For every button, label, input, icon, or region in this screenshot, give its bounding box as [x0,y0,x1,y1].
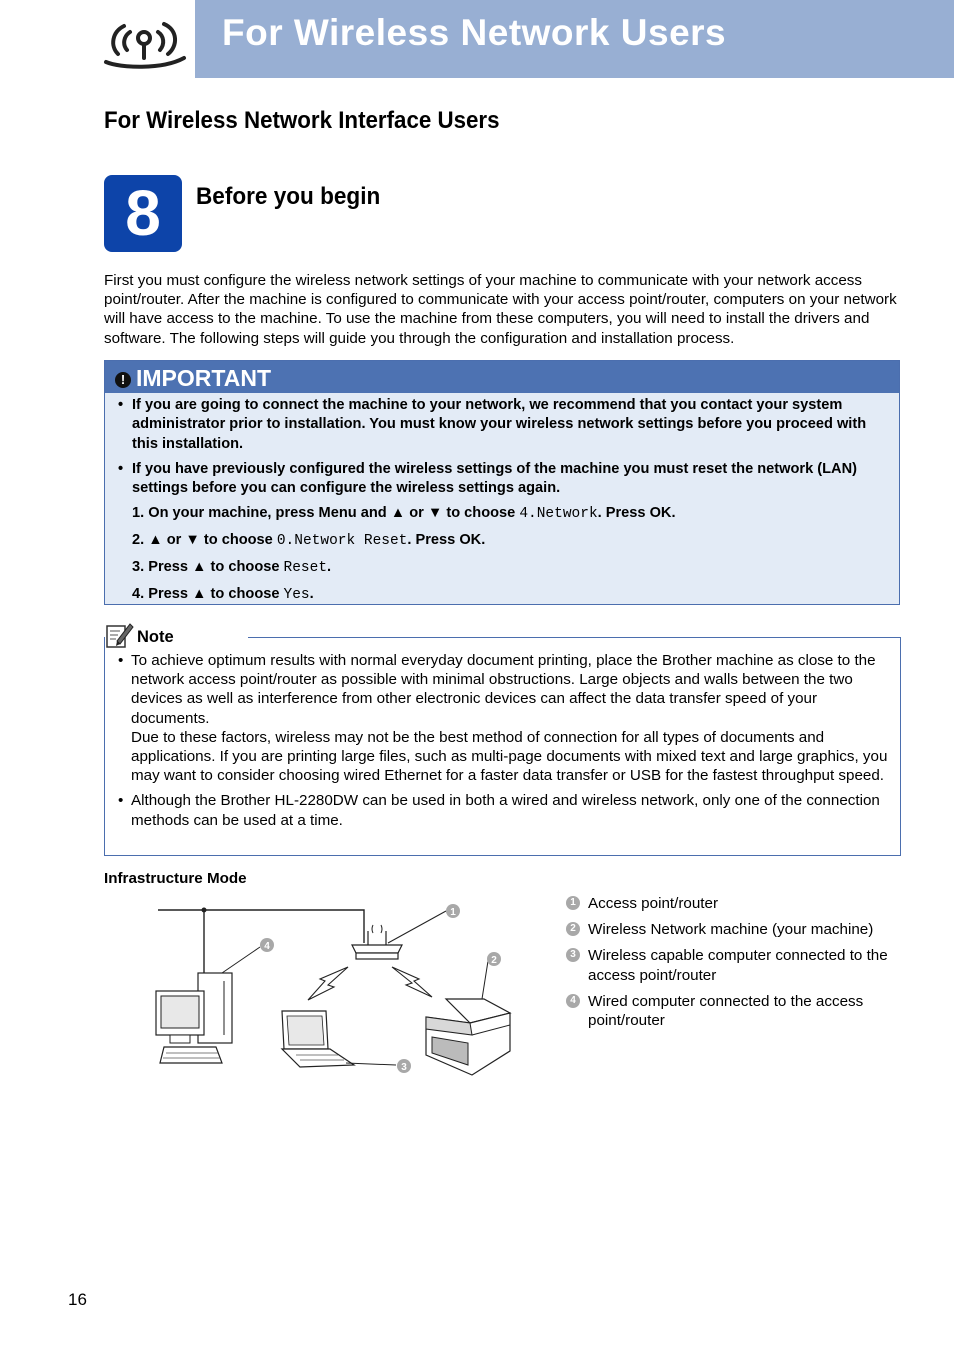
step-title: Before you begin [196,183,381,210]
router-icon [352,925,402,959]
diagram-legend [566,894,906,1037]
note-bullet: • Although the Brother HL-2280DW can be used in both a wired and wireless network, only one of the connection methods can be used at a time. [118,791,888,829]
reset-step: 3. Press ▲ to choose Reset. [132,558,332,576]
infrastructure-diagram [150,895,530,1085]
exclamation-icon: ! [115,372,131,388]
intro-paragraph: First you must configure the wireless network settings of your machine to communicate with your network access point/router. After the machine is configured to communicate with your access point/router, computers on your network will have access to the machine. To use the machine from these computers, you will need to install the drivers and software. The following steps will guide you through the configuration and installation process. [104,272,897,347]
page-number: 16 [68,1290,87,1309]
callout-4: 4 [264,941,270,952]
callout-3: 3 [401,1062,407,1073]
callout-1: 1 [450,907,456,918]
callout-2: 2 [491,955,497,966]
legend-item: 1 Access point/router [566,894,906,913]
reset-step: 4. Press ▲ to choose Yes. [132,585,314,603]
infrastructure-mode-title: Infrastructure Mode [104,870,247,887]
legend-item: 2 Wireless Network machine (your machine) [566,920,906,939]
note-bullet: • To achieve optimum results with normal everyday document printing, place the Brother machine as close to the network access point/router as possible with minimal obstructions. Large objects and walls between the two devices as well as interference from other electronic devices can affect the data transfer speed of your documents. Due to these factors, wireless may not be the best method of connection for all types of documents and applications. If you are printing large files, such as multi-page documents with mixed text and large graphics, you may want to consider choosing wired Ethernet for a faster data transfer or USB for the fastest throughput speed. [118,651,888,785]
important-bullet: • If you have previously configured the wireless settings of the machine you must reset the network (LAN) settings before you can configure the wireless settings again. [118,460,887,499]
legend-item: 3 Wireless capable computer connected to the access point/router [566,946,906,984]
section-title: For Wireless Network Interface Users [104,107,500,134]
important-label: IMPORTANT [136,365,272,391]
step-number-badge: 8 [104,175,182,252]
laptop-icon [282,1011,354,1067]
wireless-signal-icon [100,12,188,70]
reset-step: 2. ▲ or ▼ to choose 0.Network Reset. Press OK. [132,532,486,550]
legend-item: 4 Wired computer connected to the access point/router [566,992,906,1030]
desktop-computer-icon [156,973,232,1063]
reset-step: 1. On your machine, press Menu and ▲ or ▼ to choose 4.Network. Press OK. [132,505,676,523]
printer-icon [426,999,510,1075]
important-bullet: • If you are going to connect the machine to your network, we recommend that you contact your system administrator prior to installation. You must know your wireless network settings before you proceed with this installation. [118,396,887,454]
important-box [104,360,900,605]
page-header-title: For Wireless Network Users [222,12,727,53]
note-label: Note [137,628,174,646]
important-header [105,361,899,393]
